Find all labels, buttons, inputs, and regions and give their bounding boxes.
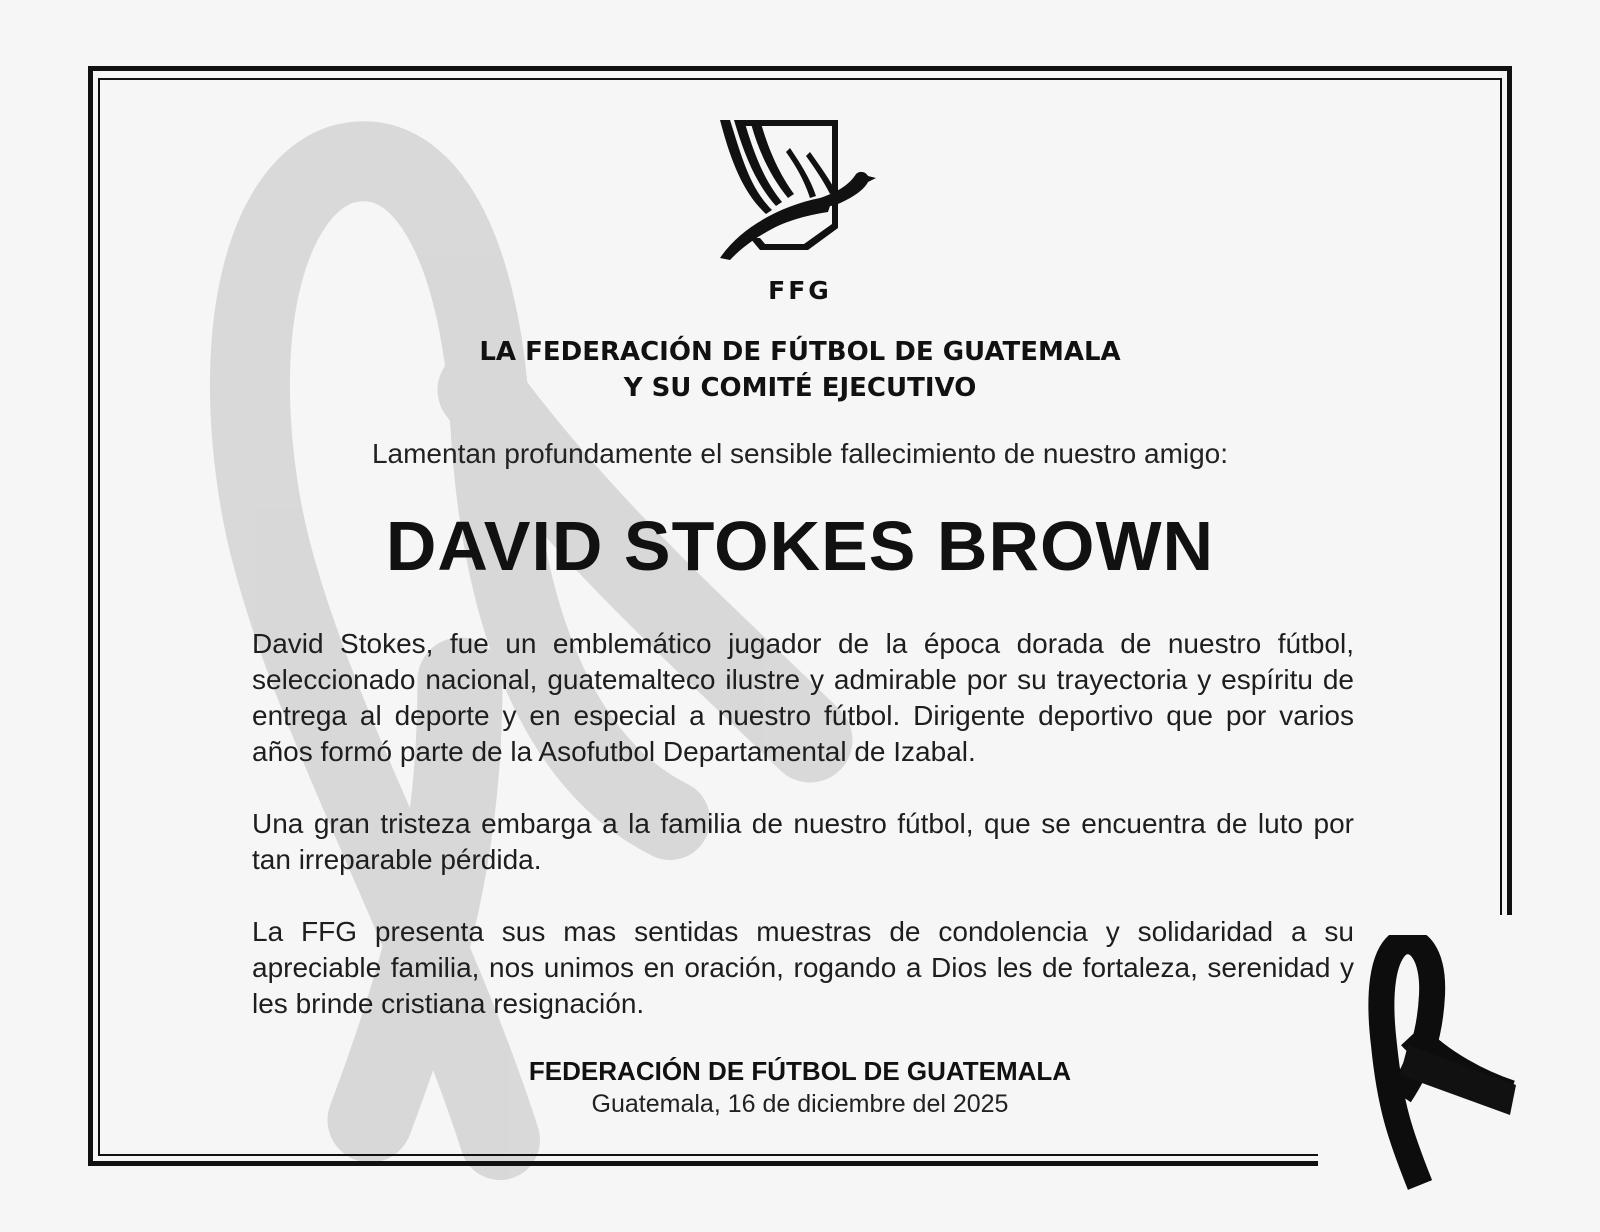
heading-line-2: Y SU COMITÉ EJECUTIVO xyxy=(623,373,977,403)
ffg-logo-label: FFG xyxy=(768,276,832,305)
intro-text: Lamentan profundamente el sensible fallecimiento de nuestro amigo: xyxy=(371,438,1229,469)
deceased-name: DAVID STOKES BROWN xyxy=(385,507,1215,585)
ffg-quetzal-shield-logo xyxy=(720,118,880,268)
grief-paragraph: Una gran tristeza embarga a la familia de nuestro fútbol, que se encuentra de luto por tan irreparable pérdida. xyxy=(252,808,1354,875)
tribute-paragraph: David Stokes, fue un emblemático jugador de la época dorada de nuestro fútbol, seleccionado nacional, guatemalteco ilustre y admirable por su trayectoria y espíritu de entrega al deporte y en especial a nuestro fútbol. Dirigente deportivo que por varios años formó parte de la Asofutbol Departamental de Izabal. xyxy=(252,628,1354,767)
signature-organization: FEDERACIÓN DE FÚTBOL DE GUATEMALA xyxy=(528,1056,1072,1086)
heading-line-1: LA FEDERACIÓN DE FÚTBOL DE GUATEMALA xyxy=(479,337,1121,367)
black-mourning-ribbon-icon xyxy=(1360,935,1540,1195)
condolence-paragraph: La FFG presenta sus mas sentidas muestras de condolencia y solidaridad a su apreciable familia, nos unimos en oración, rogando a Dios les de fortaleza, serenidad y les brinde cristiana resignación. xyxy=(252,916,1354,1019)
issuer-heading xyxy=(300,334,1300,406)
signature-place-date: Guatemala, 16 de diciembre del 2025 xyxy=(591,1090,1009,1118)
